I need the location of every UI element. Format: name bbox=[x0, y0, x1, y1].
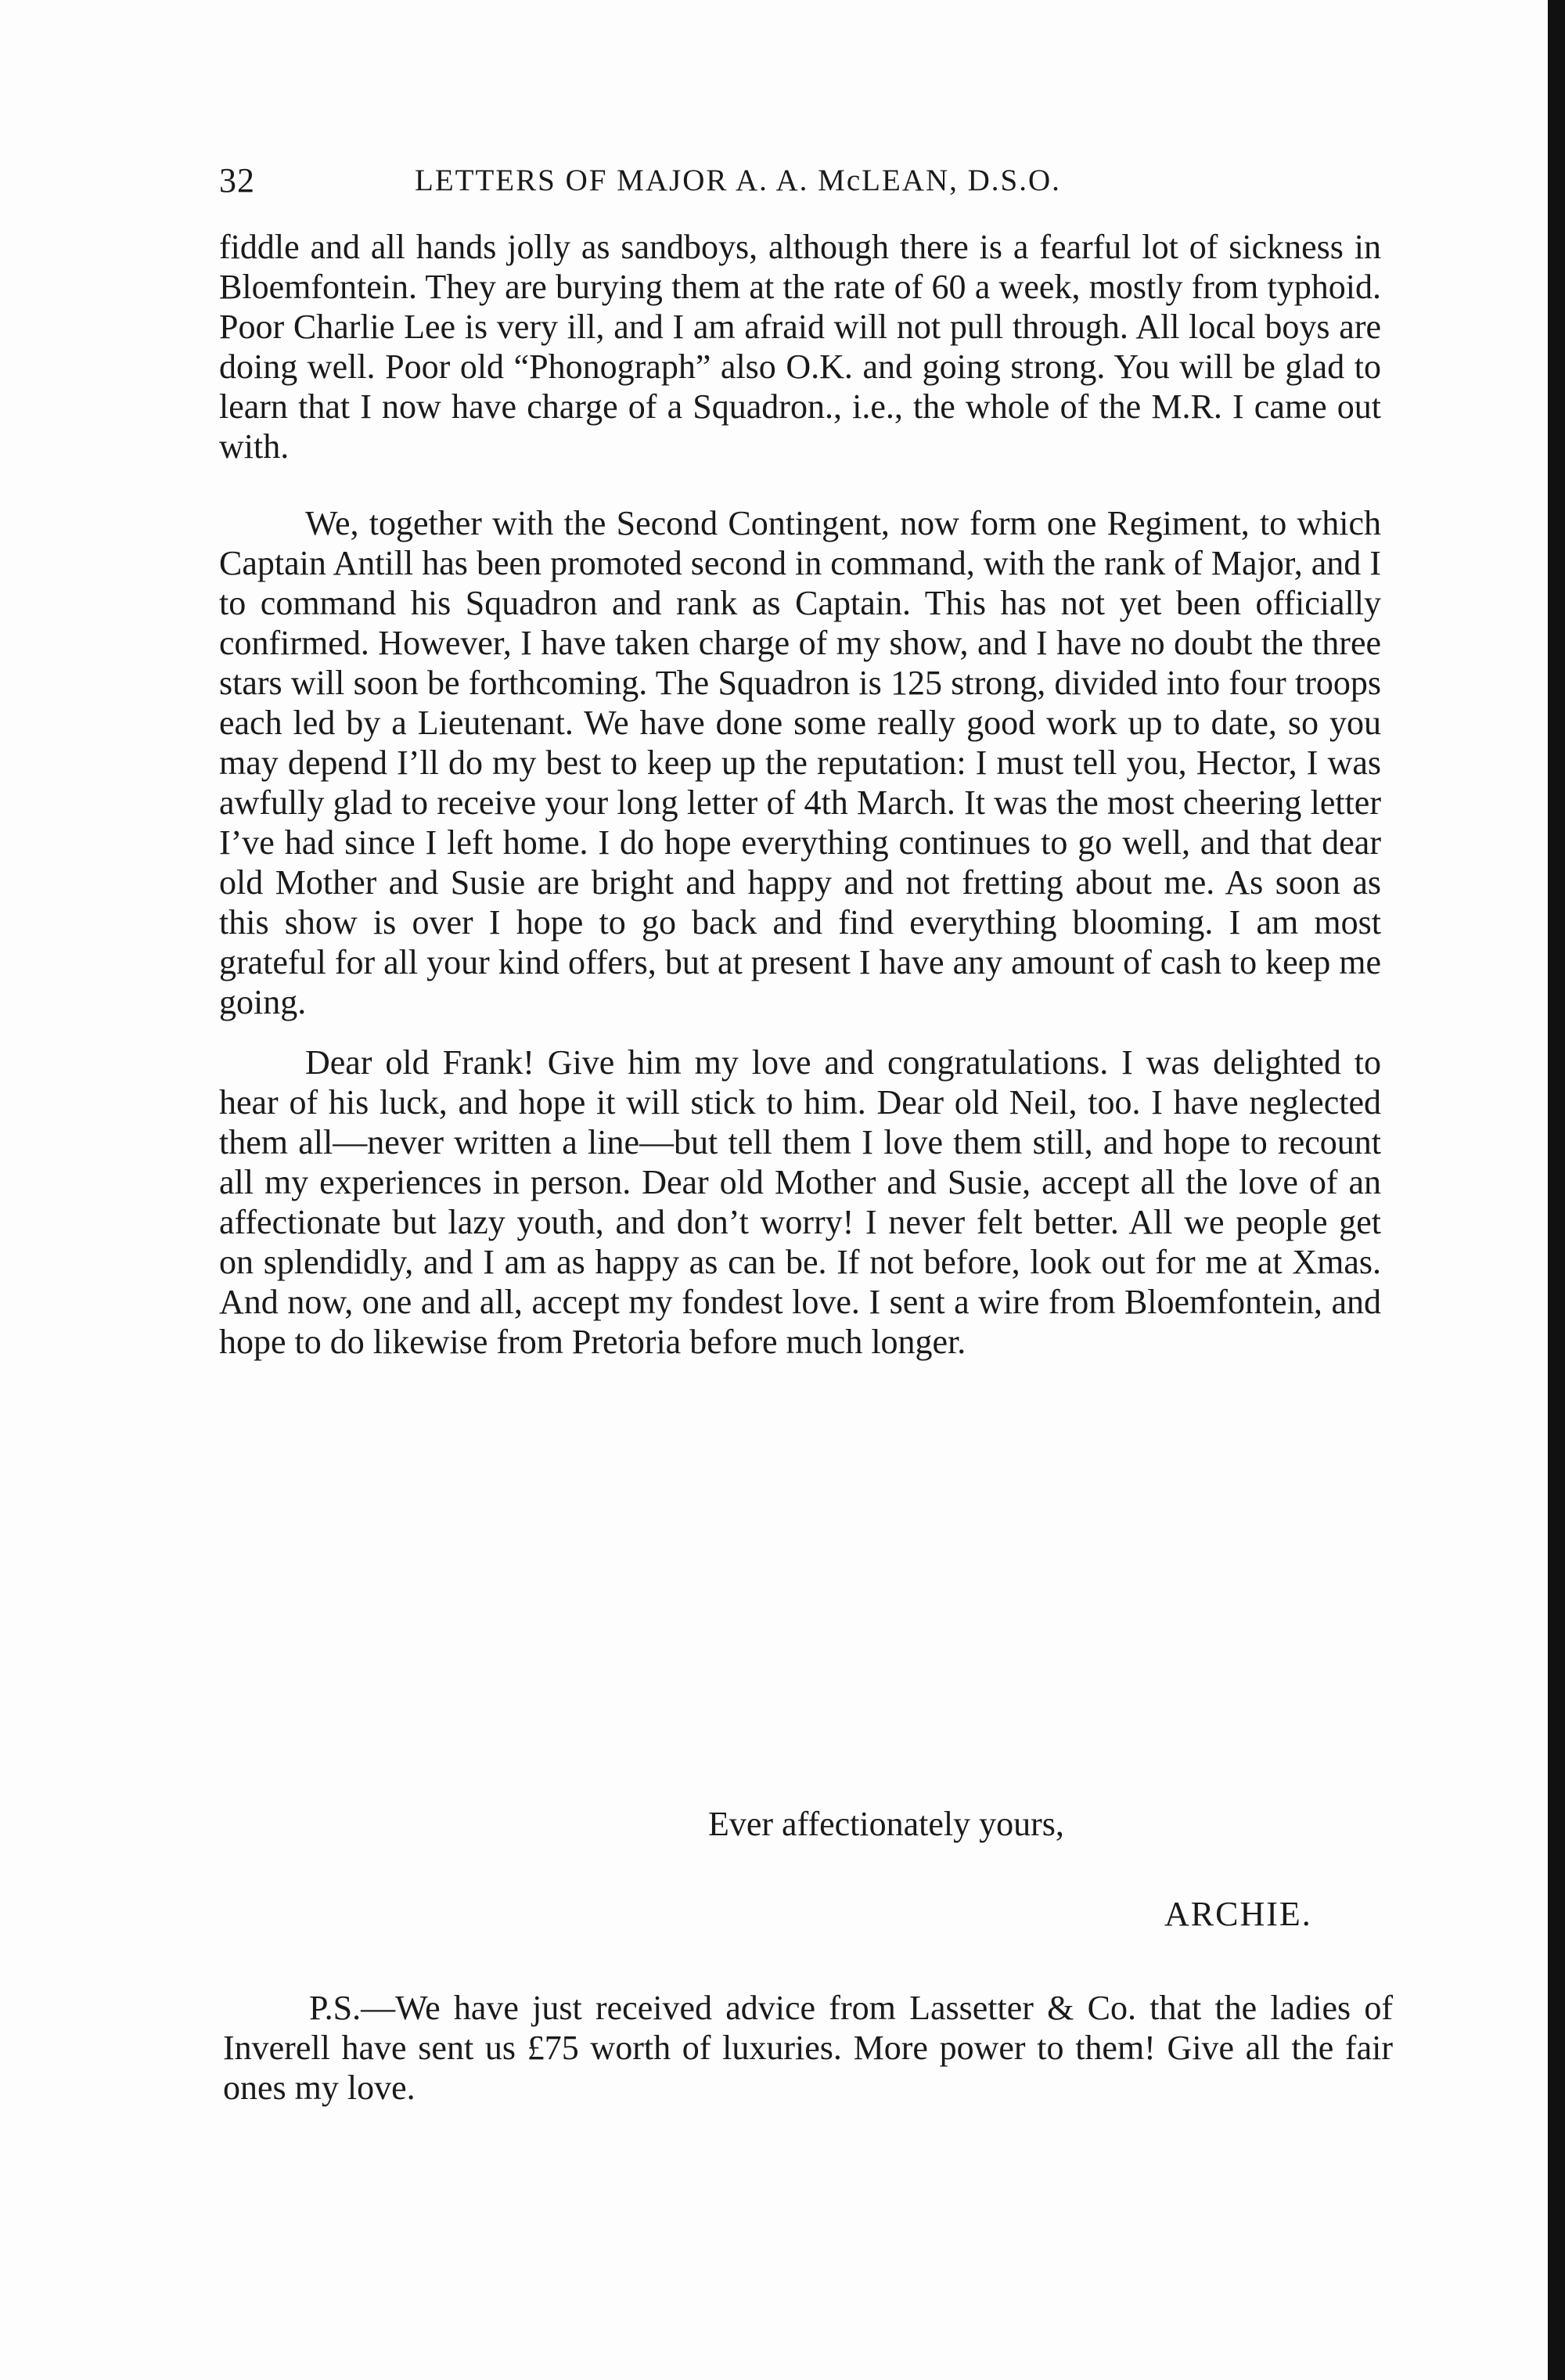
running-head: LETTERS OF MAJOR A. A. McLEAN, D.S.O. bbox=[415, 164, 1061, 197]
letter-body bbox=[219, 227, 1381, 1362]
letter-postscript: P.S.—We have just received advice from Lassetter & Co. that the ladies of Inverell have sent us £75 worth of luxuries. More power to them! Give all the fair ones my love. bbox=[223, 1989, 1393, 2107]
paragraph-regiment: We, together with the Second Contingent, now form one Regiment, to which Captain Antill has been promoted second in command, with the rank of Major, and I to command his Squadron and rank as Captain. This has not yet been officially confirmed. However, I have taken charge of my show, and I have no doubt the three stars will soon be forthcoming. The Squadron is 125 strong, divided into four troops each led by a Lieutenant. We have done some really good work up to date, so you may depend I’ll do my best to keep up the reputation: I must tell you, Hector, I was awfully glad to receive your long letter of 4th March. It was the most cheering letter I’ve had since I left home. I do hope everything continues to go well, and that dear old Mother and Susie are bright and happy and not fretting about me. As soon as this show is over I hope to go back and find everything blooming. I am most grateful for all your kind offers, but at present I have any amount of cash to keep me going. bbox=[219, 504, 1381, 1021]
paragraph-continued: fiddle and all hands jolly as sandboys, although there is a fearful lot of sickness in Bloemfontein. They are burying them at the rate of 60 a week, mostly from typhoid. Poor Charlie Lee is very ill, and I am afraid will not pull through. All local boys are doing well. Poor old “Phonograph” also O.K. and going strong. You will be glad to learn that I now have charge of a Squadron., i.e., the whole of the M.R. I came out with. bbox=[219, 228, 1381, 466]
letter-closing: Ever affectionately yours, bbox=[708, 1805, 1064, 1843]
page-number: 32 bbox=[219, 161, 255, 200]
scan-edge bbox=[1548, 0, 1565, 2380]
letter-signature: ARCHIE. bbox=[1164, 1895, 1312, 1933]
paragraph-frank: Dear old Frank! Give him my love and congratulations. I was delighted to hear of his luck, and hope it will stick to him. Dear old Neil, too. I have neglected them all—never written a line—but tell them I love them still, and hope to recount all my experiences in person. Dear old Mother and Susie, accept all the love of an affectionate but lazy youth, and don’t worry! I never felt better. All we people get on splendidly, and I am as happy as can be. If not before, look out for me at Xmas. And now, one and all, accept my fondest love. I sent a wire from Bloemfontein, and hope to do likewise from Pretoria before much longer. bbox=[219, 1043, 1381, 1361]
page-header bbox=[219, 160, 1299, 207]
